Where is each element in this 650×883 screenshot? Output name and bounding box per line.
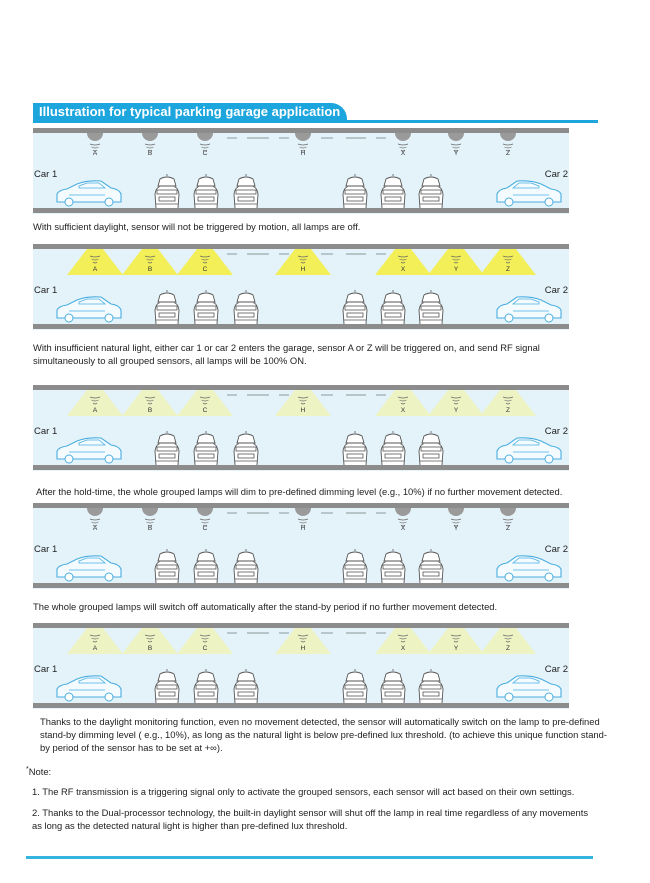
lamp-label: C — [202, 407, 208, 414]
floor — [33, 703, 569, 708]
lamp-label: H — [300, 525, 306, 532]
car-1-label: Car 1 — [34, 426, 58, 437]
lamp-label: A — [92, 407, 98, 414]
lamp-label: A — [92, 645, 98, 652]
lamp-label: B — [147, 407, 153, 414]
section-header — [33, 103, 598, 123]
note-heading — [26, 766, 51, 777]
lamp-label: X — [400, 150, 406, 157]
lamp-label: Z — [506, 407, 510, 414]
garage-panel-3 — [33, 385, 569, 471]
lamp-label: H — [300, 645, 306, 652]
car-1-label: Car 1 — [34, 544, 58, 555]
lamp-label: Z — [506, 150, 510, 157]
lamp-label: C — [202, 150, 208, 157]
lamp-label: C — [202, 645, 208, 652]
lamp-label: C — [202, 266, 208, 273]
lamp-label: X — [400, 645, 406, 652]
note-label: Note: — [28, 766, 52, 778]
floor — [33, 465, 569, 470]
ceiling — [33, 623, 569, 628]
panel-caption-1: With sufficient daylight, sensor will not be triggered by motion, all lamps are off. — [33, 221, 361, 232]
note-item-2: 2. Thanks to the Dual-processor technology, the built-in daylight sensor will shut off the lamp in real time regardless of any movements — [32, 807, 589, 818]
car-2-label: Car 2 — [544, 426, 568, 437]
lamp-label: B — [147, 266, 153, 273]
lamp-label: C — [202, 525, 208, 532]
lamp-label: B — [147, 525, 153, 532]
lamp-label: Z — [506, 266, 510, 273]
floor — [33, 583, 569, 588]
garage-panel-1 — [33, 128, 569, 214]
panel-caption-5: Thanks to the daylight monitoring function, even no movement detected, the sensor will automatically switch on the lamp to pre-defined stand-by dimming level ( e.g., 10%), as long as the natural light is below pre-defined lux threshold. (to achieve this unique function stand-by period of the sensor has to be set at +∞). — [40, 716, 607, 753]
garage-panel-4 — [33, 503, 569, 589]
panel-caption-2: With insufficient natural light, either car 1 or car 2 enters the garage, sensor A or Z will be triggered on, and send RF signal simultaneously to all grouped sensors, all lamps will be 100% ON. — [33, 342, 540, 366]
floor — [33, 208, 569, 213]
car-1-label: Car 1 — [34, 169, 58, 180]
note-item-1: 1. The RF transmission is a triggering signal only to activate the grouped sensors, each sensor will act based on their own settings. — [32, 786, 575, 797]
garage-panel-5 — [33, 623, 569, 709]
lamp-label: A — [92, 150, 98, 157]
lamp-label: X — [400, 266, 406, 273]
note-item-2-cont: as long as the detected natural light is higher than pre-defined lux threshold. — [32, 820, 348, 831]
car-2-label: Car 2 — [544, 544, 568, 555]
lamp-label: H — [300, 150, 306, 157]
lamp-label: Z — [506, 645, 510, 652]
lamp-label: X — [400, 525, 406, 532]
panel-caption-3: After the hold-time, the whole grouped lamps will dim to pre-defined dimming level (e.g., 10%) if no further movement detected. — [36, 486, 563, 497]
lamp-label: A — [92, 266, 98, 273]
section-title: Illustration for typical parking garage application — [33, 103, 347, 121]
lamp-label: A — [92, 525, 98, 532]
panel-caption-4: The whole grouped lamps will switch off automatically after the stand-by period if no further movement detected. — [33, 601, 498, 612]
car-1-label: Car 1 — [34, 664, 58, 675]
lamp-label: Y — [453, 645, 459, 652]
lamp-label: H — [300, 266, 306, 273]
garage-panel-2 — [33, 244, 569, 330]
lamp-label: Y — [453, 407, 459, 414]
bottom-divider — [26, 856, 593, 859]
lamp-label: X — [400, 407, 406, 414]
floor — [33, 324, 569, 329]
ceiling — [33, 128, 569, 133]
car-2-label: Car 2 — [544, 664, 568, 675]
lamp-label: Y — [453, 525, 459, 532]
lamp-label: Y — [453, 266, 459, 273]
title-underline — [33, 120, 598, 123]
car-2-label: Car 2 — [544, 169, 568, 180]
car-1-label: Car 1 — [34, 285, 58, 296]
lamp-label: B — [147, 150, 153, 157]
note-marker: * — [26, 766, 29, 773]
lamp-label: H — [300, 407, 306, 414]
ceiling — [33, 244, 569, 249]
lamp-label: Y — [453, 150, 459, 157]
lamp-label: B — [147, 645, 153, 652]
ceiling — [33, 503, 569, 508]
ceiling — [33, 385, 569, 390]
car-2-label: Car 2 — [544, 285, 568, 296]
lamp-label: Z — [506, 525, 510, 532]
